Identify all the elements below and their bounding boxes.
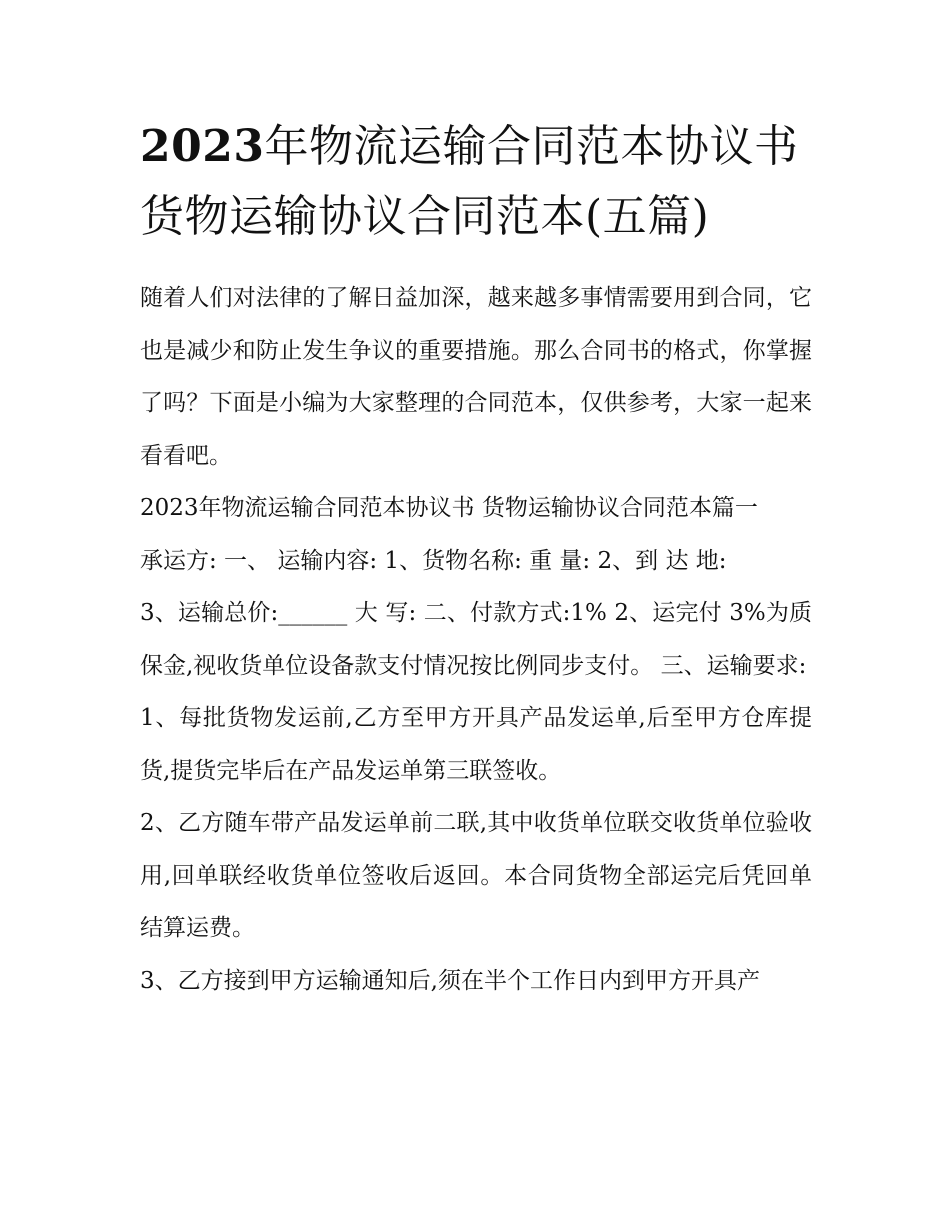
requirement-item-1: 1、每批货物发运前,乙方至甲方开具产品发运单,后至甲方仓库提货,提货完毕后在产品发运单第三联签收。 bbox=[140, 705, 812, 784]
title-text: 年物流运输合同范本协议书 货物运输协议合同范本(五篇) bbox=[140, 121, 799, 242]
document-body bbox=[140, 272, 812, 1007]
document-page bbox=[140, 112, 812, 1007]
contract-line-payment: 3、运输总价:______ 大 写: 二、付款方式:1% 2、运完付 3%为质保金,视收货单位设备款支付情况按比例同步支付。 三、运输要求: bbox=[140, 600, 812, 679]
section-heading: 2023年物流运输合同范本协议书 货物运输协议合同范本篇一 bbox=[140, 495, 758, 521]
requirement-item-3: 3、乙方接到甲方运输通知后,须在半个工作日内到甲方开具产 bbox=[140, 967, 760, 994]
intro-paragraph: 随着人们对法律的了解日益加深，越来越多事情需要用到合同，它也是减少和防止发生争议的重要措施。那么合同书的格式，你掌握了吗？下面是小编为大家整理的合同范本，仅供参考，大家一起来看看吧。 bbox=[140, 285, 812, 469]
title-year: 2023 bbox=[140, 121, 265, 172]
requirement-item-2: 2、乙方随车带产品发运单前二联,其中收货单位联交收货单位验收用,回单联经收货单位签收后返回。本合同货物全部运完后凭回单结算运费。 bbox=[140, 810, 812, 941]
document-title bbox=[140, 112, 812, 252]
contract-line-parties: 承运方: 一、 运输内容: 1、货物名称: 重 量: 2、到 达 地: bbox=[140, 547, 727, 574]
